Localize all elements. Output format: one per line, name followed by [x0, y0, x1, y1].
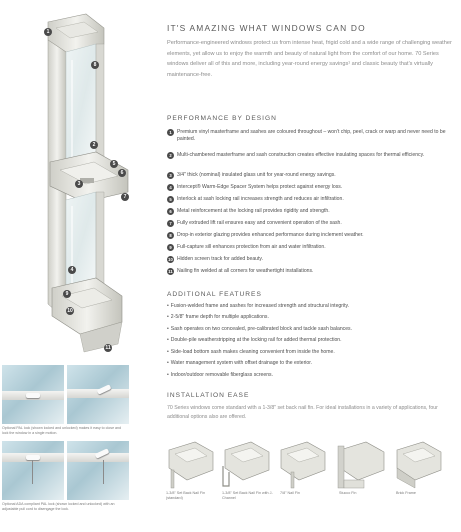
additional-features-heading: ADDITIONAL FEATURES [167, 291, 262, 298]
brick-frame-profile [393, 440, 445, 490]
additional-feature-item: • Indoor/outdoor removable fiberglass screens. [167, 372, 457, 379]
callout-marker: 5 [110, 160, 118, 168]
install-option-label: 1-3/8" Set Back Nail Fin with J-Channel [222, 491, 273, 500]
install-option-label: 1-3/8" Set Back Nail Fin (standard) [166, 491, 206, 500]
callout-marker: 2 [90, 141, 98, 149]
design-feature: 1 Premium vinyl masterframe and sashes are coloured throughout – won't chip, peel, crack or warp and never need to be painted. [167, 129, 457, 144]
callout-marker: 3 [75, 180, 83, 188]
installation-heading: INSTALLATION EASE [167, 392, 250, 399]
design-feature: 5 Interlock at sash locking rail increases strength and reduces air infiltration. [167, 196, 457, 203]
additional-feature-item: • Fusion-welded frame and sashes for increased strength and structural integrity. [167, 303, 457, 310]
ada-lock-caption: Optional ADA compliant PAL lock (shown locked and unlocked) with an adjustable pull cord to disengage the lock. [2, 502, 115, 511]
additional-feature-item: • Side-load bottom sash makes cleaning convenient from inside the home. [167, 349, 457, 356]
callout-marker: 8 [91, 61, 99, 69]
callout-marker: 11 [105, 345, 111, 351]
pal-lock-unlocked-photo [67, 365, 129, 424]
design-feature: 4 Intercept® Warm-Edge Spacer System helps protect against energy loss. [167, 184, 457, 191]
page-title: IT'S AMAZING WHAT WINDOWS CAN DO [167, 23, 366, 33]
installation-paragraph: 70 Series windows come standard with a 1-3/8" set back nail fin. For ideal installations in a variety of applications, four additional options also are offered. [167, 405, 438, 421]
design-feature: 11 Nailing fin welded at all corners for weathertight installations. [168, 268, 314, 274]
additional-feature-item: • Water management system with offset drainage to the exterior. [167, 360, 457, 367]
pal-lock-caption: Optional PAL lock (shown locked and unlocked) makes it easy to close and lock the window in a single motion. [2, 426, 122, 435]
additional-feature-item: • 2-5/8" frame depth for multiple applications. [167, 314, 457, 321]
callout-marker: 6 [118, 169, 126, 177]
design-feature: 10 Hidden screen track for added beauty. [168, 256, 263, 262]
set-back-nail-fin-profile [165, 440, 217, 490]
design-feature: 3 3/4" thick (nominal) insulated glass unit for year-round energy savings. [167, 172, 457, 179]
install-option-label: Stucco Fin [339, 491, 357, 495]
additional-feature-item: • Sash operates on two concealed, pre-calibrated block and tackle sash balances. [167, 326, 457, 333]
intro-paragraph: Performance-engineered windows protect us from intense heat, frigid cold and a wide range of challenging weather elements, yet allow us to enjoy the warmth and beauty of natural light from the comfort of our home. 70 Series windows deliver all of this and more, including year-round energy savings¹ and classic beauty that's virtually maintenance-free. [167, 40, 452, 78]
callout-marker: 4 [68, 266, 76, 274]
performance-heading: PERFORMANCE BY DESIGN [167, 115, 277, 122]
design-feature: 7 Fully extruded lift rail ensures easy and convenient operation of the sash. [167, 220, 457, 227]
callout-marker: 10 [67, 308, 73, 314]
install-option-label: 7/8" Nail Fin [280, 491, 300, 495]
ada-lock-unlocked-photo [67, 441, 129, 500]
design-feature: 6 Metal reinforcement at the locking rail provides rigidity and strength. [167, 208, 457, 215]
callout-marker: 1 [44, 28, 52, 36]
seven-eighths-nail-fin-profile [277, 440, 329, 490]
nail-fin-j-channel-profile [221, 440, 273, 490]
stucco-fin-profile [336, 440, 388, 490]
callout-marker: 7 [121, 193, 129, 201]
pal-lock-locked-photo [2, 365, 64, 424]
design-feature: 8 Drop-in exterior glazing provides enhanced performance during inclement weather. [167, 232, 457, 239]
callout-marker: 9 [63, 290, 71, 298]
additional-feature-item: • Double-pile weatherstripping at the locking rail for added thermal protection. [167, 337, 457, 344]
design-feature: 9 Full-capture sill enhances protection from air and water infiltration. [167, 244, 457, 251]
ada-lock-locked-photo [2, 441, 64, 500]
install-option-label: Brick Frame [396, 491, 416, 495]
design-feature: 2 Multi-chambered masterframe and sash construction creates effective insulating spaces for thermal efficiency. [167, 152, 457, 159]
